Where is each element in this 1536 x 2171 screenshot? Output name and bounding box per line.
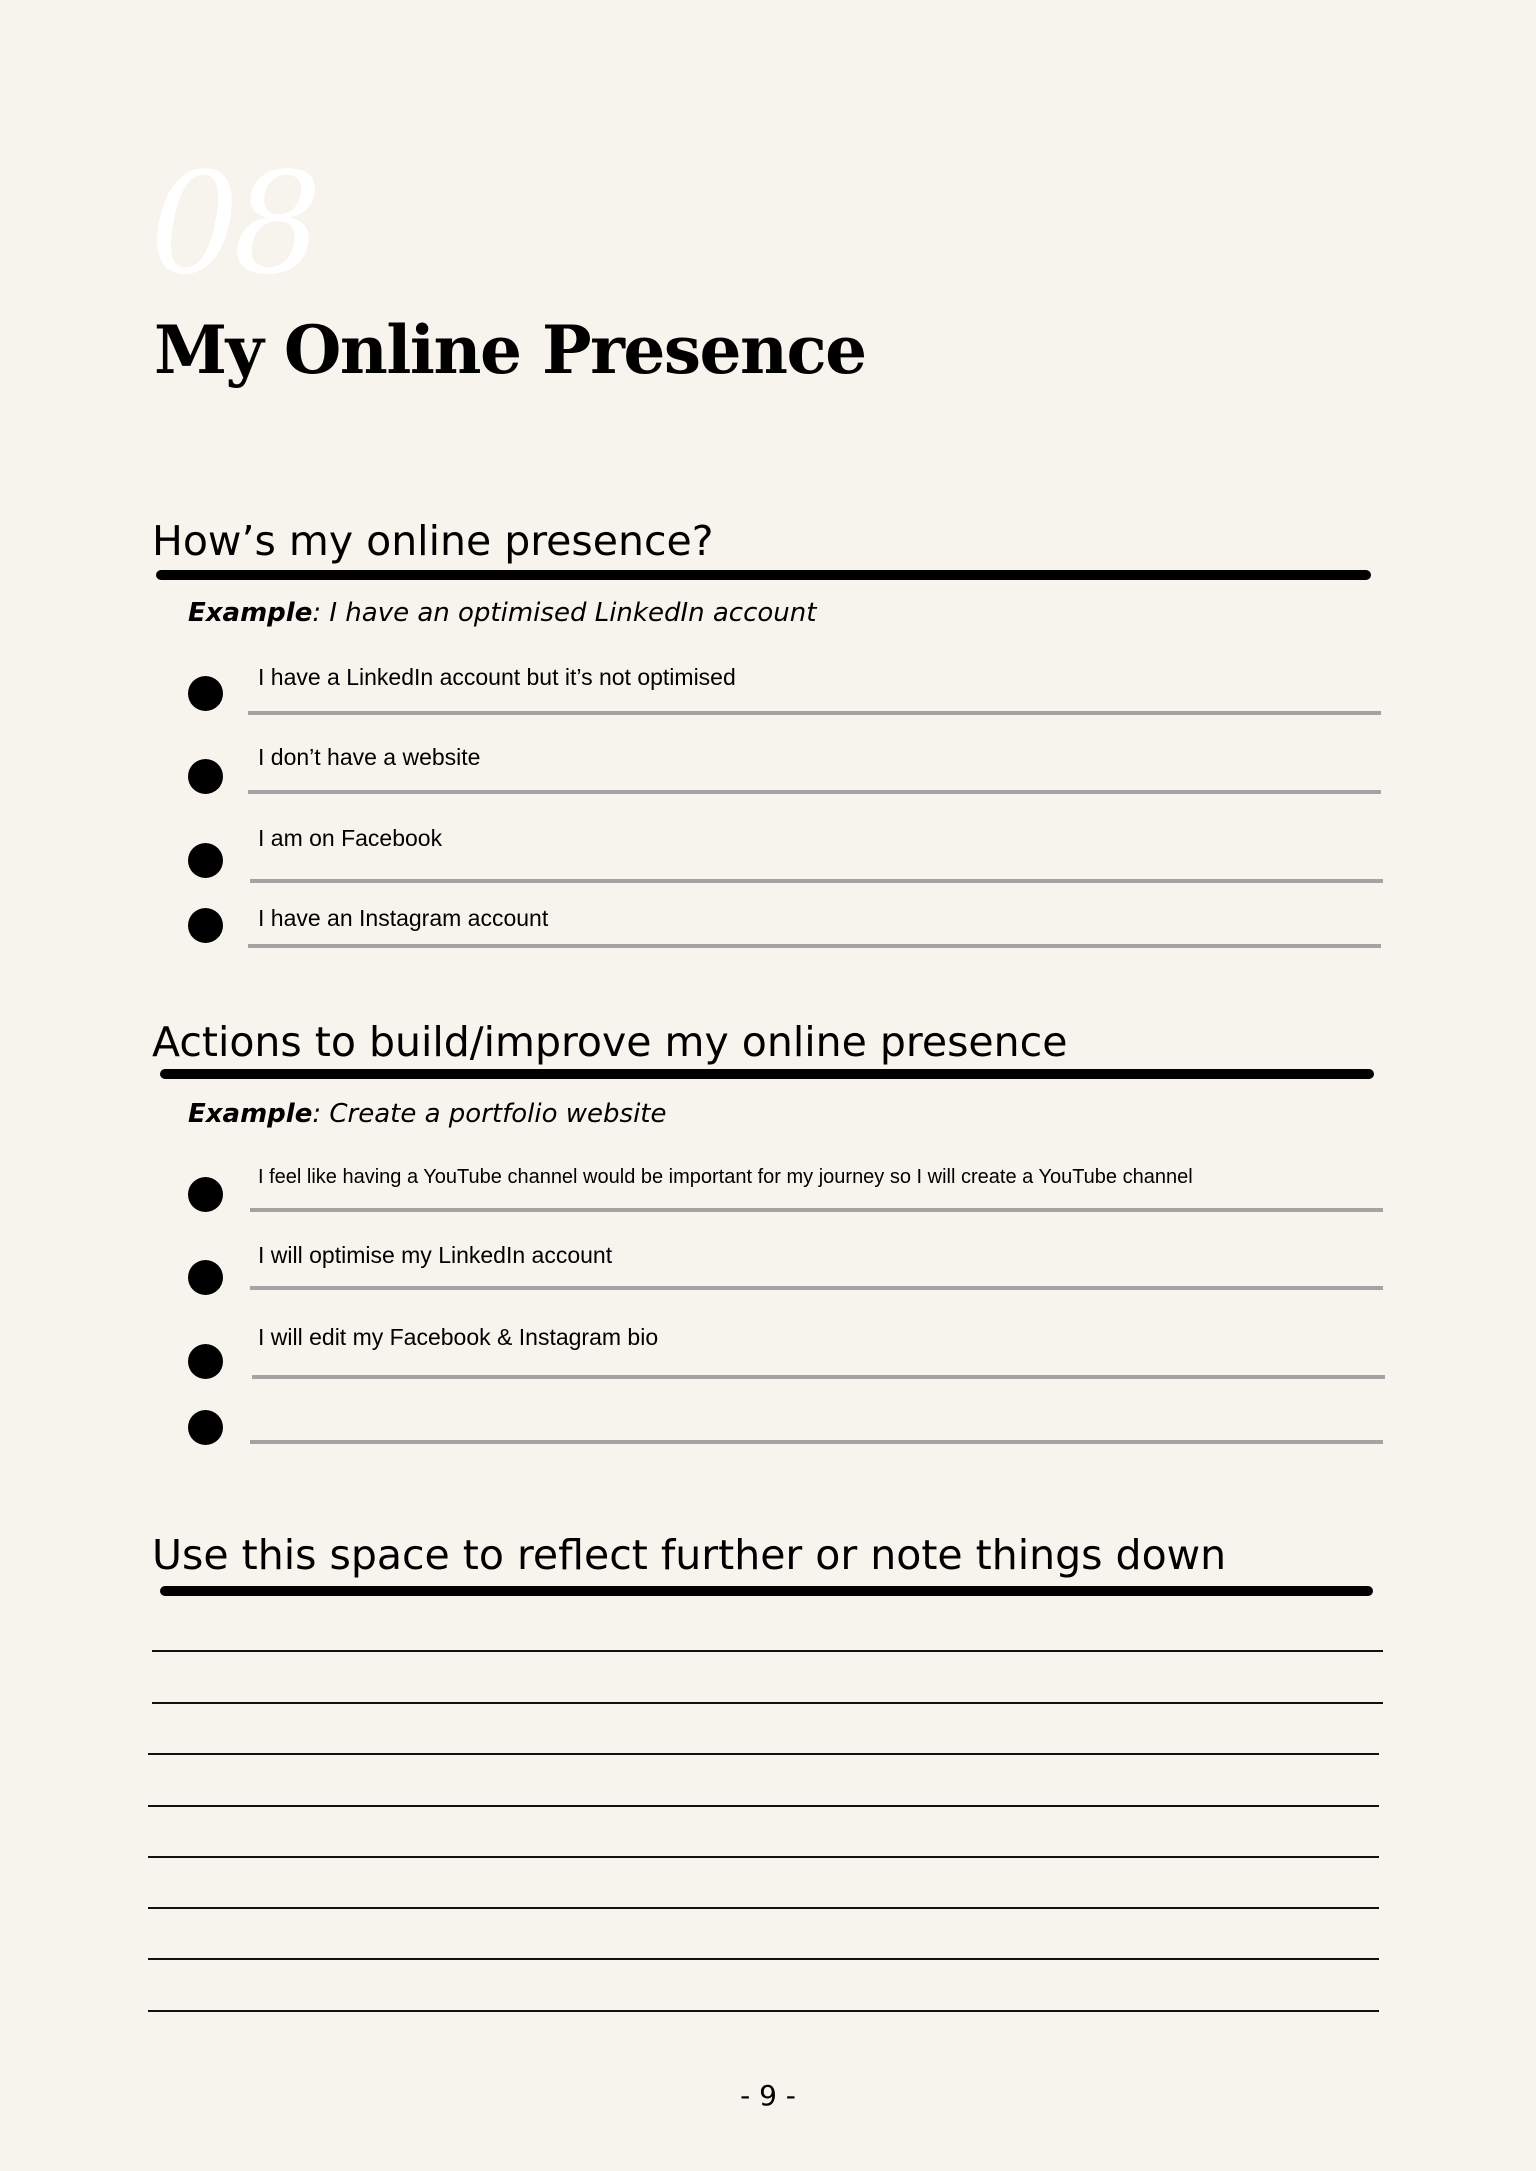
note-line[interactable] xyxy=(148,1856,1379,1858)
note-line[interactable] xyxy=(148,2010,1379,2012)
answer-line[interactable] xyxy=(250,1208,1383,1212)
list-item-text: I feel like having a YouTube channel would be important for my journey so I will create a YouTube channel xyxy=(258,1166,1193,1188)
example-text xyxy=(188,1097,666,1131)
page-title: My Online Presence xyxy=(154,311,866,389)
bullet-icon xyxy=(188,1177,223,1212)
bullet-icon xyxy=(188,676,223,711)
bullet-icon xyxy=(188,843,223,878)
list-item-text: I have an Instagram account xyxy=(258,905,549,931)
list-item-text: I have a LinkedIn account but it’s not optimised xyxy=(258,664,736,690)
section-heading-actions: Actions to build/improve my online presence xyxy=(152,1018,1068,1066)
section-divider xyxy=(156,570,1371,580)
answer-line[interactable] xyxy=(248,790,1381,794)
bullet-icon xyxy=(188,1410,223,1445)
list-item-text: I don’t have a website xyxy=(258,744,481,770)
answer-line[interactable] xyxy=(250,1440,1383,1444)
note-line[interactable] xyxy=(152,1650,1383,1652)
list-item-text: I am on Facebook xyxy=(258,825,443,851)
note-line[interactable] xyxy=(152,1702,1383,1704)
bullet-icon xyxy=(188,1260,223,1295)
note-line[interactable] xyxy=(148,1753,1379,1755)
example-text xyxy=(188,596,816,630)
answer-line[interactable] xyxy=(250,1286,1383,1290)
bullet-icon xyxy=(188,908,223,943)
list-item-text: I will edit my Facebook & Instagram bio xyxy=(258,1324,659,1350)
answer-line[interactable] xyxy=(248,711,1381,715)
section-heading-reflect: Use this space to reflect further or note things down xyxy=(152,1531,1227,1579)
answer-line[interactable] xyxy=(252,1375,1385,1379)
section-heading-online-presence: How’s my online presence? xyxy=(152,517,714,565)
example-label: Example xyxy=(188,598,313,628)
example-value: : I have an optimised LinkedIn account xyxy=(312,598,817,628)
example-value: : Create a portfolio website xyxy=(312,1099,667,1129)
list-item-text: I will optimise my LinkedIn account xyxy=(258,1242,613,1268)
note-line[interactable] xyxy=(148,1907,1379,1909)
example-label: Example xyxy=(188,1099,313,1129)
chapter-number: 08 xyxy=(150,143,317,306)
bullet-icon xyxy=(188,1344,223,1379)
answer-line[interactable] xyxy=(250,879,1383,883)
note-line[interactable] xyxy=(148,1805,1379,1807)
section-divider xyxy=(160,1069,1374,1079)
answer-line[interactable] xyxy=(248,944,1381,948)
section-divider xyxy=(160,1586,1373,1596)
page-number: - 9 - xyxy=(740,2079,796,2112)
bullet-icon xyxy=(188,759,223,794)
note-line[interactable] xyxy=(148,1958,1379,1960)
